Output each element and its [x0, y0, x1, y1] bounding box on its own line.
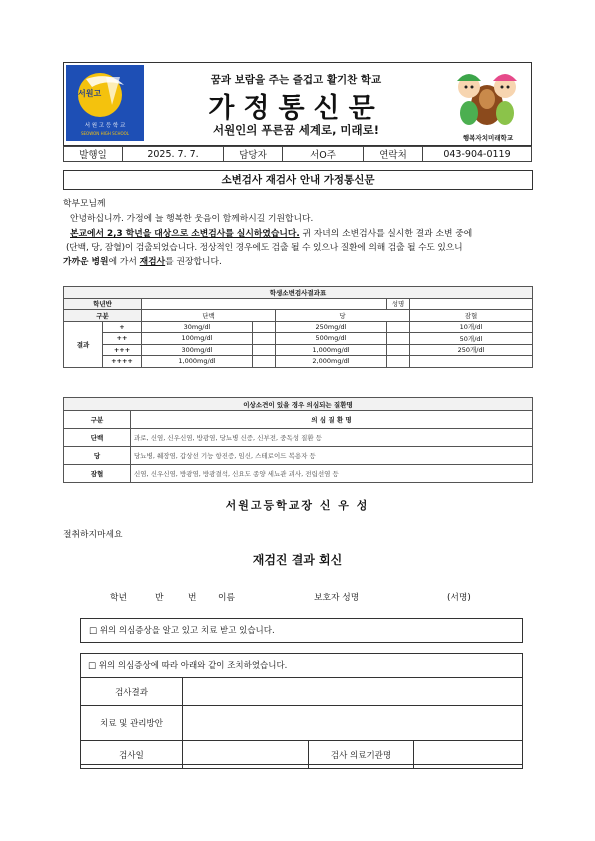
mascot-logo: [447, 65, 527, 141]
happy-school-label: 행복자치미래학교: [462, 134, 514, 142]
result-table-title: 학생소변검사결과표: [64, 287, 533, 299]
disease-key: 당: [64, 447, 131, 465]
nearby-hospital: 가까운 병원: [63, 257, 109, 267]
protein-cell: 30mg/dl: [142, 321, 253, 333]
name-value: [410, 298, 533, 310]
disease-list: 당뇨병, 췌장염, 갑상선 기능 항진증, 임신, 스테로이드 복용자 등: [131, 447, 533, 465]
sugar-cell: 500mg/dl: [276, 333, 387, 345]
treatment-field[interactable]: [183, 706, 523, 741]
clinic-name-field[interactable]: [414, 741, 523, 769]
sugar-cell: 2,000mg/dl: [276, 356, 387, 368]
col-blood: 잠혈: [410, 310, 533, 322]
exam-date-field[interactable]: [183, 741, 309, 769]
result-label: 결과: [64, 321, 103, 367]
meta-table: [63, 146, 532, 162]
sugar-cell: 250mg/dl: [276, 321, 387, 333]
grade-value: [142, 298, 387, 310]
date-label: 발행일: [64, 147, 123, 162]
sugar-cell: 1,000mg/dl: [276, 344, 387, 356]
slogan: 꿈과 보람을 주는 즐겁고 활기찬 학교: [210, 74, 382, 86]
action-table: [80, 677, 523, 769]
contact-value: 043-904-0119: [423, 147, 532, 162]
grade-field-label: 학년: [110, 593, 127, 603]
level-cell: ++: [103, 333, 142, 345]
disease-list: 신염, 신우신염, 방광염, 방광결석, 신요도 종양 세뇨관 괴사, 전립선염 등: [131, 465, 533, 483]
blood-cell: 10개/dl: [410, 321, 533, 333]
person-label: 담당자: [224, 147, 283, 162]
col-protein: 단백: [142, 310, 276, 322]
page-title: 가정통신문: [208, 93, 384, 124]
letter-line-2-rest: 귀 자녀의 소변검사를 실시한 결과 소변 중에: [299, 229, 473, 239]
protein-cell: 100mg/dl: [142, 333, 253, 345]
clinic-name-label: 검사 의료기관명: [309, 741, 414, 769]
logo-label: 서원고: [78, 89, 102, 98]
letter-line-1: 안녕하십니까. 가정에 늘 행복한 웃음이 함께하시길 기원합니다.: [70, 214, 314, 224]
number-field-label: 번: [188, 593, 197, 603]
exam-date-label: 검사일: [81, 741, 183, 769]
protein-cell: 1,000mg/dl: [142, 356, 253, 368]
letter-line-4-d: 를 권장합니다.: [165, 257, 222, 267]
doc-title: 소변검사 재검사 안내 가정통신문: [63, 170, 533, 190]
contact-label: 연락처: [364, 147, 423, 162]
exam-result-label: 검사결과: [81, 678, 183, 706]
logo-school-en: SEOWON HIGH SCHOOL: [80, 131, 129, 136]
protein-cell: 300mg/dl: [142, 344, 253, 356]
sign-field-label: (서명): [447, 593, 471, 603]
disease-table-title: 이상소견이 있을 경우 의심되는 질환명: [64, 398, 533, 411]
level-cell: ++++: [103, 356, 142, 368]
greeting: 학부모님께: [63, 199, 106, 209]
school-logo: [66, 65, 144, 141]
name-label: 성명: [387, 298, 410, 310]
letter-line-2: [70, 226, 472, 239]
letter-line-4-b: 에 가서: [108, 257, 140, 267]
recheck-word: 재검사: [139, 257, 166, 267]
level-cell: +: [103, 321, 142, 333]
class-field-label: 반: [155, 593, 164, 603]
reply-title: 재검진 결과 회신: [252, 553, 343, 567]
category-label: 구분: [64, 310, 142, 322]
option-treating-checkbox[interactable]: □ 위의 의심증상을 알고 있고 치료 받고 있습니다.: [80, 618, 523, 643]
disease-list: 과로, 신염, 신우신염, 방광염, 당뇨병 신증, 신부전, 중독성 질환 등: [131, 429, 533, 447]
subtitle: 서원인의 푸른꿈 세계로, 미래로!: [212, 123, 380, 137]
blood-cell: [410, 356, 533, 368]
disease-key: 잠혈: [64, 465, 131, 483]
person-value: 서O주: [283, 147, 364, 162]
grade-label: 학년반: [64, 298, 142, 310]
letter-line-4: [63, 254, 222, 267]
guardian-field-label: 보호자 성명: [314, 593, 360, 603]
col-sugar: 당: [276, 310, 410, 322]
disease-name-label: 의 심 질 환 명: [131, 411, 533, 429]
cut-notice: 절취하지마세요: [63, 530, 123, 540]
logo-school-name: 서 원 고 등 학 교: [84, 123, 126, 129]
exam-result-field[interactable]: [183, 678, 523, 706]
disease-key: 단백: [64, 429, 131, 447]
result-table: [63, 286, 533, 368]
disease-category-label: 구분: [64, 411, 131, 429]
level-cell: +++: [103, 344, 142, 356]
option-action-checkbox[interactable]: □ 위의 의심증상에 따라 아래와 같이 조치하였습니다.: [88, 661, 288, 671]
letter-emphasis: 본교에서 2,3 학년을 대상으로 소변검사를 실시하였습니다.: [70, 229, 300, 239]
date-value: 2025. 7. 7.: [123, 147, 224, 162]
principal-signature: 서원고등학교장 신 우 성: [225, 499, 370, 512]
name-field-label: 이름: [218, 593, 235, 603]
treatment-label: 치료 및 관리방안: [81, 706, 183, 741]
disease-table: [63, 397, 533, 483]
letter-line-3: (단백, 당, 잠혈)이 검출되었습니다. 정상적인 경우에도 검출 될 수 있으나 질환에 의해 검출 될 수도 있으니: [66, 243, 463, 253]
blood-cell: 250개/dl: [410, 344, 533, 356]
blood-cell: 50개/dl: [410, 333, 533, 345]
